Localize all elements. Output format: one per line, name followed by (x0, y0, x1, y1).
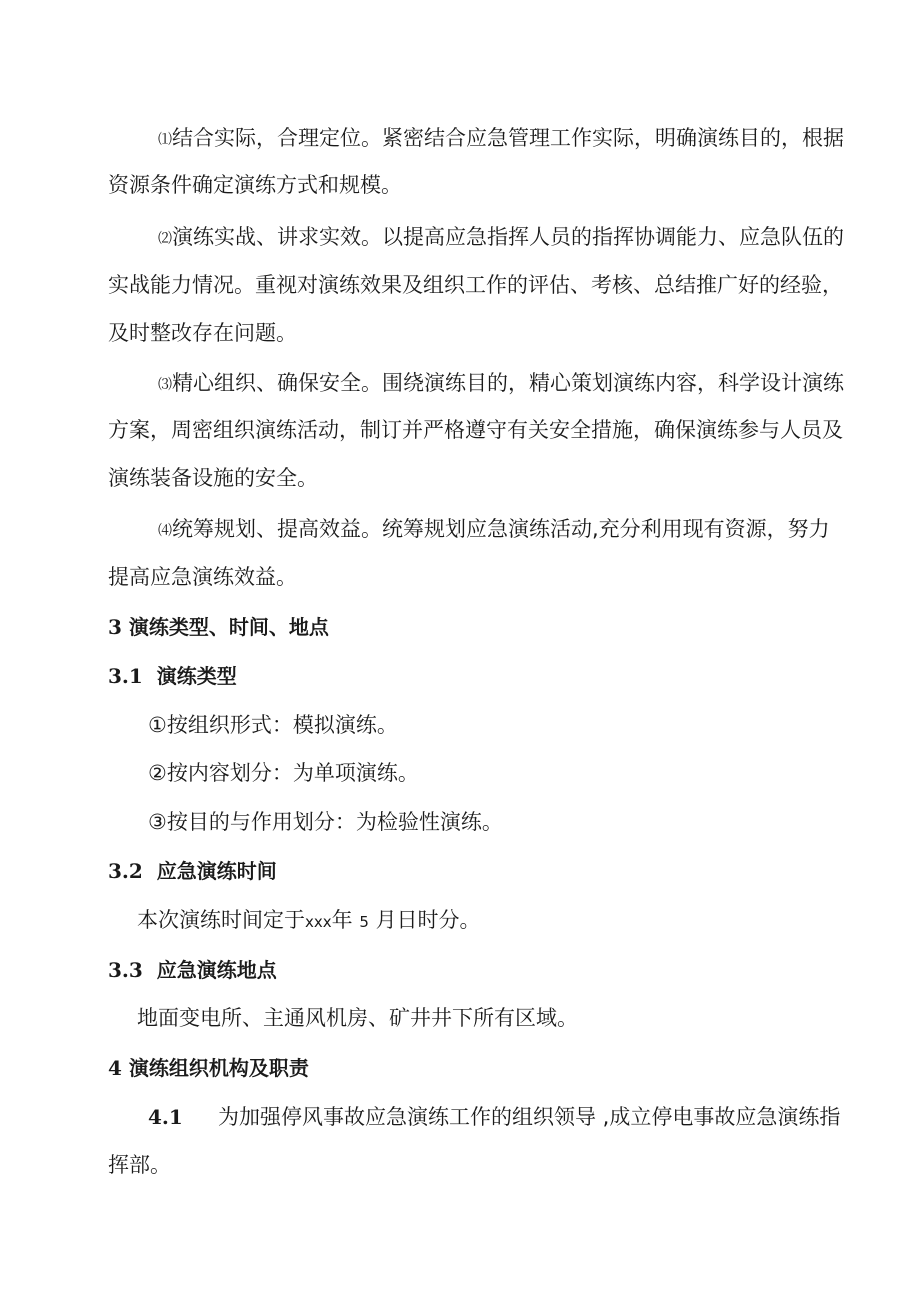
principle-1-text-1: 结合实际，合理定位。紧密结合应急管理工作实际，明确演练目的，根据 (172, 126, 844, 150)
section-4-1-number: 4.1 (148, 1105, 183, 1129)
section-3-heading (108, 612, 329, 642)
section-3-3-heading (108, 955, 277, 985)
section-3-1-heading (108, 661, 237, 691)
principle-4-text-1: 统筹规划、提高效益。统筹规划应急演练活动,充分利用现有资源，努力 (172, 517, 830, 541)
principle-1-line-1 (108, 123, 844, 155)
principle-4-line-1 (108, 514, 830, 546)
list-item: ②按内容划分：为单项演练。 (148, 761, 419, 785)
section-3-2-text: 本次演练时间定于xxx年 5 月日时分。 (137, 908, 481, 932)
principle-3-line-3: 演练装备设施的安全。 (108, 466, 318, 490)
principle-2-number: ⑵ (158, 231, 172, 247)
principle-3-text-1: 精心组织、确保安全。围绕演练目的，精心策划演练内容，科学设计演练 (172, 371, 844, 395)
section-3-title: 演练类型、时间、地点 (128, 615, 329, 639)
principle-1-line-2: 资源条件确定演练方式和规模。 (108, 173, 402, 197)
principle-1-number: ⑴ (158, 132, 172, 148)
section-3-3-text: 地面变电所、主通风机房、矿井井下所有区域。 (137, 1006, 578, 1030)
principle-3-line-1 (108, 368, 844, 400)
section-3-2-number: 3.2 (108, 859, 143, 883)
list-item: ③按目的与作用划分：为检验性演练。 (148, 810, 503, 834)
section-3-1-number: 3.1 (108, 664, 143, 688)
principle-4-number: ⑷ (158, 523, 172, 539)
list-item: ①按组织形式：模拟演练。 (148, 713, 398, 737)
section-3-3-number: 3.3 (108, 958, 143, 982)
principle-4-line-2: 提高应急演练效益。 (108, 565, 297, 589)
section-4-1-line-1: 为加强停风事故应急演练工作的组织领导 ,成立停电事故应急演练指 (218, 1105, 841, 1129)
principle-2-line-2: 实战能力情况。重视对演练效果及组织工作的评估、考核、总结推广好的经验， (108, 273, 843, 297)
section-4-number: 4 (108, 1056, 122, 1080)
principle-3-line-2: 方案，周密组织演练活动，制订并严格遵守有关安全措施，确保演练参与人员及 (108, 418, 843, 442)
principle-2-line-1 (108, 222, 844, 254)
section-3-2-heading (108, 856, 277, 886)
section-4-1-line-2: 挥部。 (108, 1153, 171, 1177)
section-4-heading (108, 1053, 309, 1083)
principle-2-text-1: 演练实战、讲求实效。以提高应急指挥人员的指挥协调能力、应急队伍的 (172, 225, 844, 249)
section-3-number: 3 (108, 615, 122, 639)
year-value: xxx (305, 913, 332, 931)
section-3-2-title: 应急演练时间 (156, 859, 277, 883)
month-value: 5 (359, 913, 369, 931)
section-4-title: 演练组织机构及职责 (128, 1056, 309, 1080)
section-3-1-title: 演练类型 (156, 664, 237, 688)
principle-3-number: ⑶ (158, 377, 172, 393)
section-3-3-title: 应急演练地点 (156, 958, 277, 982)
principle-2-line-3: 及时整改存在问题。 (108, 321, 297, 345)
